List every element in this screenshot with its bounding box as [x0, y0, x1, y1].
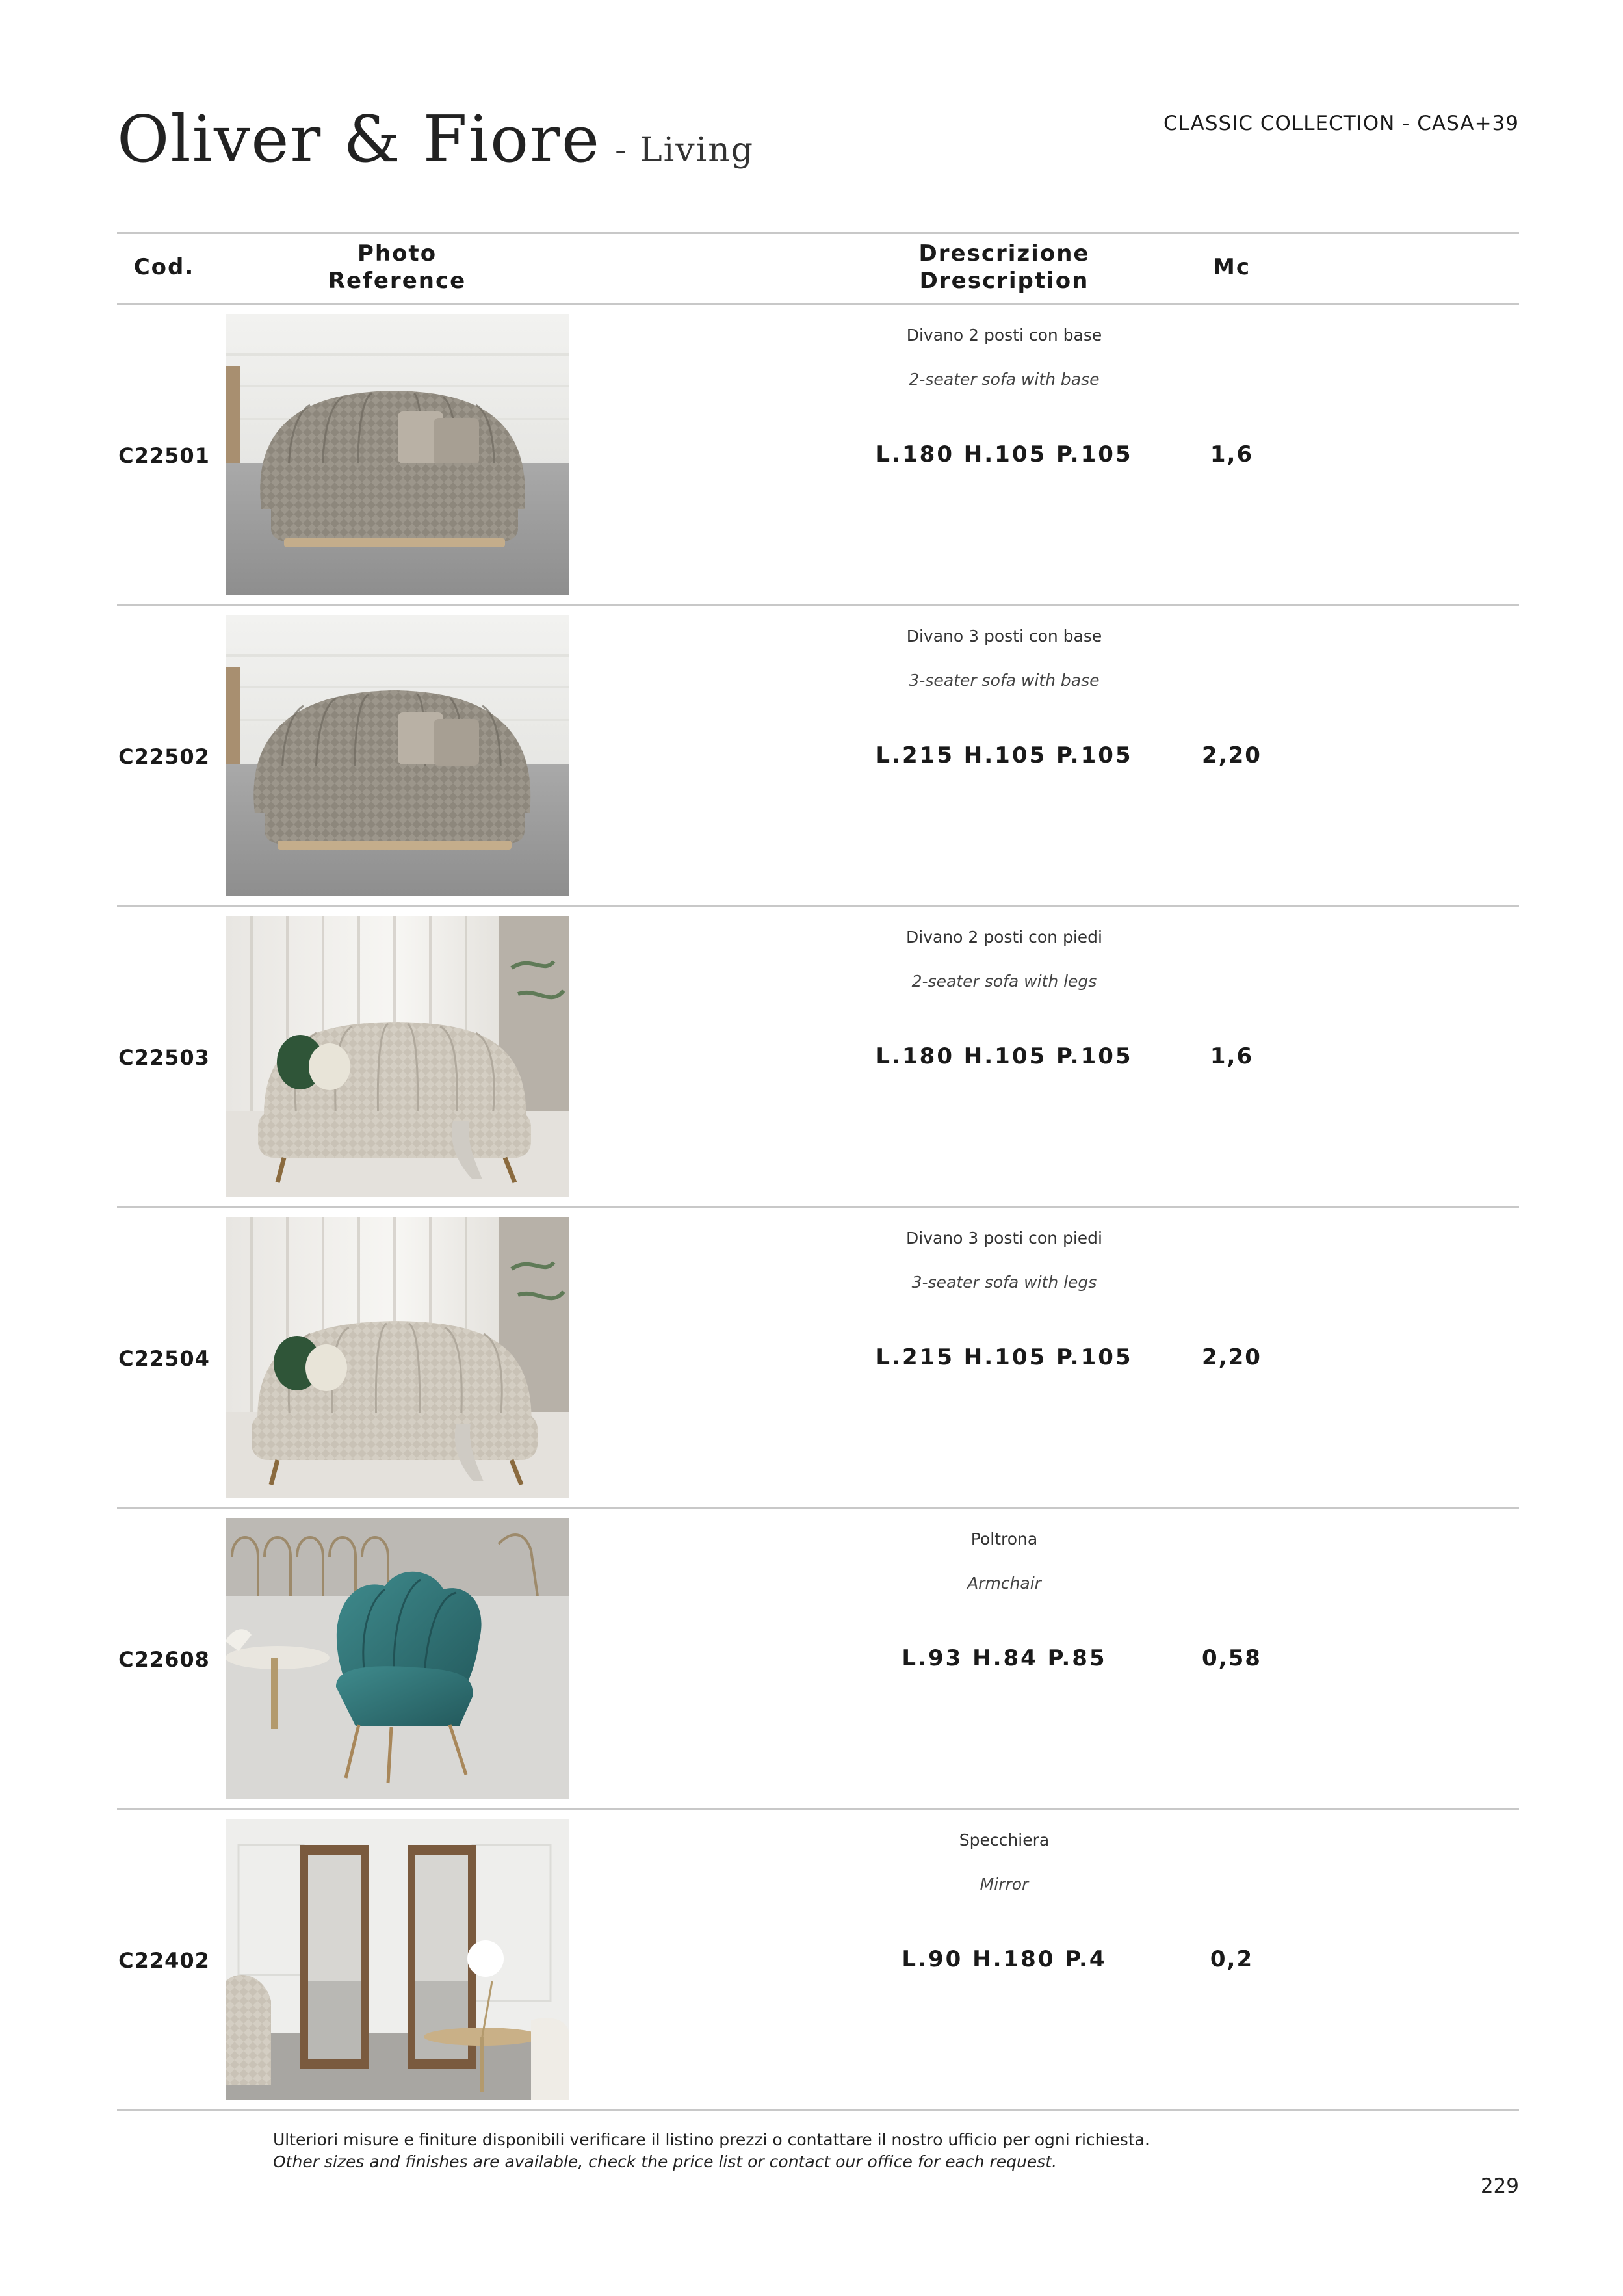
product-code: C22501: [118, 443, 210, 468]
dimensions: L.93 H.84 P.85: [902, 1645, 1107, 1671]
dimensions: L.180 H.105 P.105: [876, 1043, 1133, 1069]
footer-note-italian: Ulteriori misure e finiture disponibili verificare il listino prezzi o contattare il nostro ufficio per ogni richiesta.: [273, 2130, 1150, 2149]
description-italian: Divano 3 posti con piedi: [906, 1229, 1102, 1247]
column-header-code: Cod.: [133, 254, 195, 280]
volume-mc: 0,2: [1210, 1946, 1254, 1972]
product-code: C22608: [118, 1647, 210, 1672]
product-code: C22402: [118, 1948, 210, 1973]
product-photo-sofa-base-3seater: [226, 615, 569, 896]
description-english: 3-seater sofa with legs: [911, 1273, 1097, 1292]
description-english: 2-seater sofa with legs: [911, 972, 1097, 991]
description-italian: Divano 2 posti con piedi: [906, 928, 1102, 946]
footer-note-english: Other sizes and finishes are available, check the price list or contact our office for each request.: [273, 2152, 1057, 2171]
table-row: [117, 305, 1519, 606]
description-italian: Specchiera: [959, 1831, 1050, 1849]
product-photo-sofa-legs-3seater: [226, 1217, 569, 1498]
table-row: [117, 1208, 1519, 1509]
dimensions: L.215 H.105 P.105: [876, 742, 1133, 768]
footer-note: [273, 2129, 1150, 2173]
description-english: 3-seater sofa with base: [909, 671, 1100, 690]
product-photo-sofa-base-2seater: [226, 314, 569, 595]
page-number: 229: [1480, 2174, 1519, 2198]
column-header-description: Drescrizione Drescription: [918, 241, 1090, 294]
description-english: 2-seater sofa with base: [909, 370, 1100, 389]
volume-mc: 1,6: [1210, 1043, 1254, 1069]
table-top-rule: [117, 232, 1519, 234]
description-italian: Poltrona: [970, 1530, 1038, 1548]
brand-title: [117, 103, 754, 177]
description-english: Armchair: [967, 1574, 1041, 1593]
product-photo-armchair: [226, 1518, 569, 1799]
table-row: [117, 606, 1519, 907]
table-bottom-rule: [117, 2109, 1519, 2111]
column-header-photo: Photo Reference: [328, 241, 467, 294]
column-header-mc: Mc: [1213, 254, 1251, 280]
volume-mc: 0,58: [1202, 1645, 1262, 1671]
description-italian: Divano 2 posti con base: [906, 326, 1102, 345]
volume-mc: 2,20: [1202, 1344, 1262, 1370]
collection-label: CLASSIC COLLECTION - CASA+39: [1163, 112, 1519, 135]
brand-subtitle: - Living: [614, 131, 755, 170]
product-photo-sofa-legs-2seater: [226, 916, 569, 1197]
product-photo-mirror: [226, 1819, 569, 2100]
volume-mc: 1,6: [1210, 441, 1254, 467]
product-code: C22504: [118, 1346, 210, 1371]
table-row: [117, 1810, 1519, 2111]
description-english: Mirror: [980, 1875, 1029, 1894]
table-row: [117, 907, 1519, 1208]
description-italian: Divano 3 posti con base: [906, 627, 1102, 646]
table-row: [117, 1509, 1519, 1810]
dimensions: L.215 H.105 P.105: [876, 1344, 1133, 1370]
brand-name: Oliver & Fiore: [117, 103, 601, 177]
product-code: C22502: [118, 744, 210, 769]
dimensions: L.180 H.105 P.105: [876, 441, 1133, 467]
volume-mc: 2,20: [1202, 742, 1262, 768]
product-code: C22503: [118, 1045, 210, 1070]
dimensions: L.90 H.180 P.4: [902, 1946, 1107, 1972]
